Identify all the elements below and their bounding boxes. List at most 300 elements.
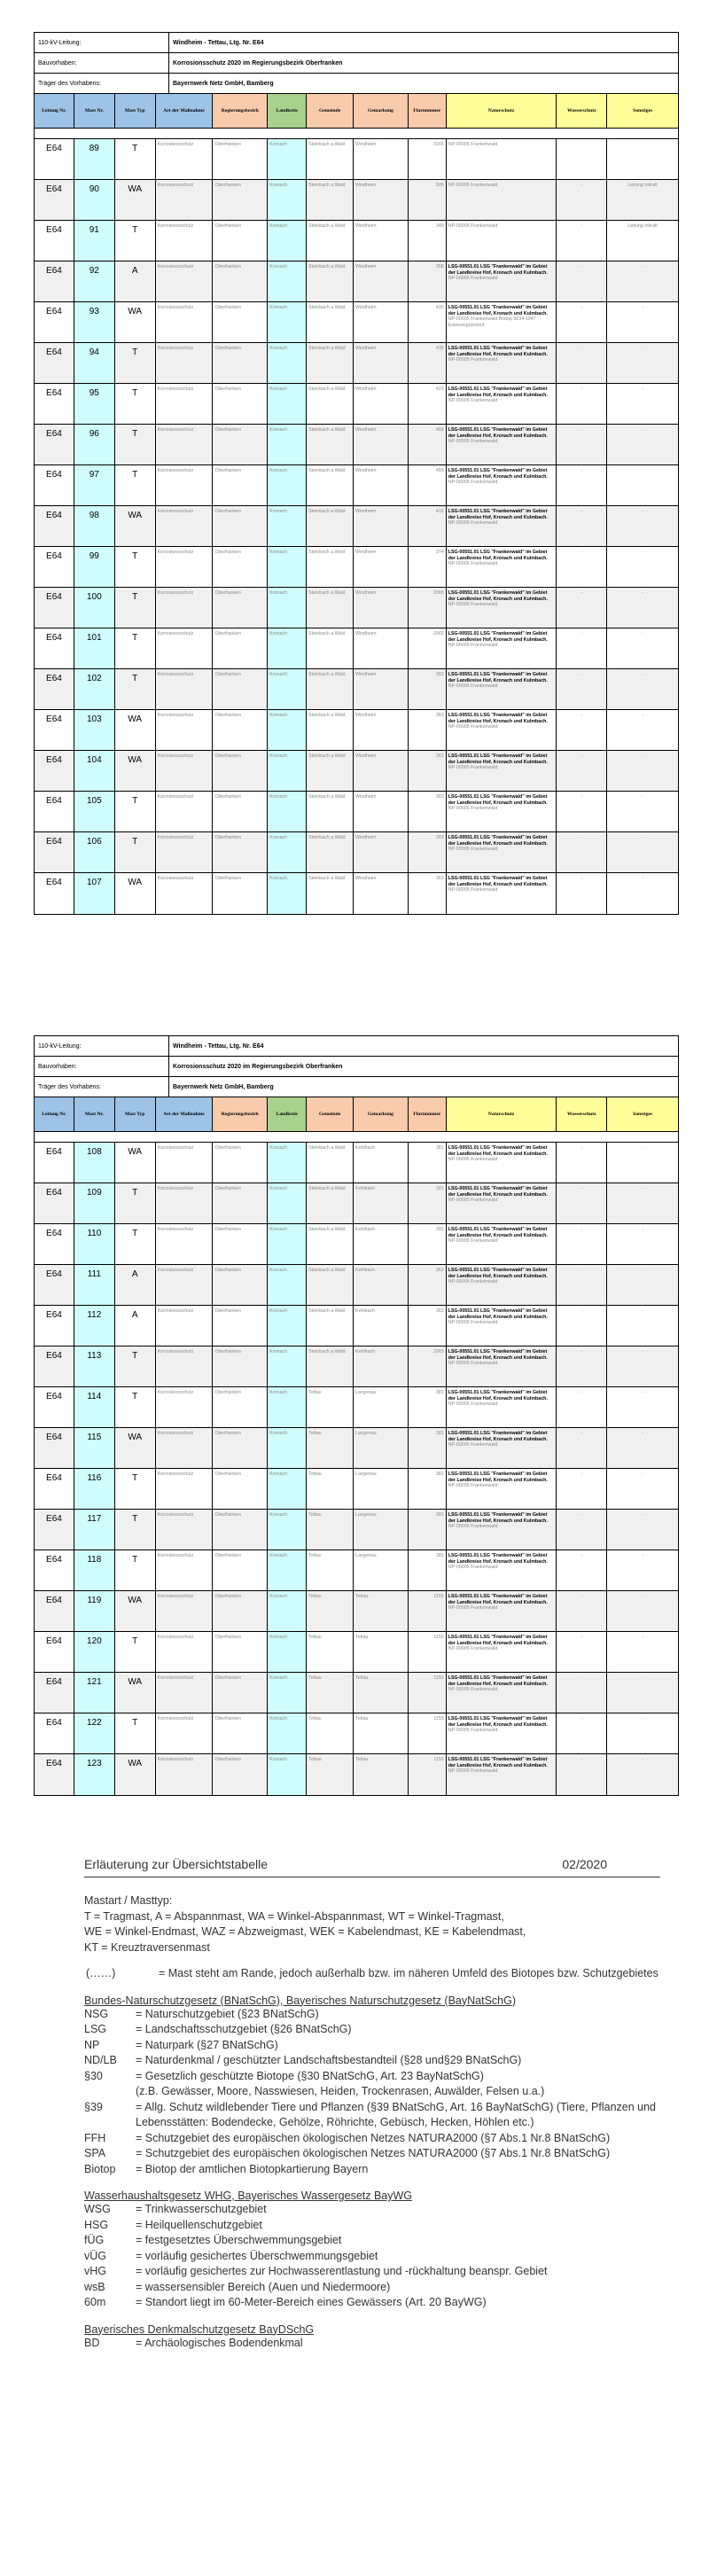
leitung-cell: E64 [35,384,74,424]
leitung-cell: E64 [35,1224,74,1264]
nature-protection-text: NP-00005 Frankenwald [448,1198,498,1204]
nature-protection-bold: LSG-00551.01 LSG "Frankenwald" im Gebiet der Landkreise Hof, Kronach und Kulmbach. [448,1594,548,1605]
district-cell: Oberfranken [213,628,268,668]
parcel-cell: 468 [409,425,447,464]
gemarkung-cell: Tettau [354,1754,409,1795]
nature-protection-text: NP-00005 Frankenwald [448,1605,498,1612]
column-header: Gemeinde [307,94,354,128]
nature-protection-bold: LSG-00551.01 LSG "Frankenwald" im Gebiet der Landkreise Hof, Kronach und Kulmbach. [448,1471,548,1483]
bnat-abbrev: FFH [84,2131,106,2144]
whg-entry [84,2202,660,2218]
municipality-cell: Tettau [307,1550,354,1590]
county-cell: Kronach [268,628,307,668]
leitung-cell: E64 [35,669,74,709]
table-sheet-1 [34,32,679,915]
mast-type-cell: A [115,262,156,301]
header-line-label: 110-kV-Leitung: [35,1036,169,1056]
leitung-cell: E64 [35,465,74,505]
bnat-definition: = Gesetzlich geschützte Biotope (§30 BNatSchG, Art. 23 BayNatSchG) [136,2069,484,2082]
mast-number-cell: 116 [74,1469,115,1509]
parcel-cell: 374 [409,547,447,587]
bnat-entry [84,2100,660,2131]
municipality-cell: Tettau [307,1428,354,1468]
bracket-text: = Mast steht am Rande, jedoch außerhalb bzw. im näheren Umfeld des Biotopes bzw. Schutzgebietes [159,1967,658,1979]
column-header: Naturschutz [447,1097,557,1131]
nature-protection-text: NP-00005 Frankenwald [448,1524,498,1530]
header-owner-row [35,1077,678,1097]
mast-type-cell: WA [115,751,156,791]
county-cell: Kronach [268,465,307,505]
mast-number-cell: 90 [74,180,115,220]
whg-definition: = Trinkwasserschutzgebiet [136,2203,267,2215]
bnat-definition: = Schutzgebiet des europäischen ökologischen Netzes NATURA2000 (§7 Abs.1 Nr.8 BNatSchG) [136,2147,611,2159]
municipality-cell: Steinbach a.Wald [307,262,354,301]
whg-abbrev: vHG [84,2265,106,2277]
parcel-cell: 1155 [409,1673,447,1713]
table-row [35,1591,678,1632]
other-cell: - [607,1510,678,1550]
measure-cell: Korrosionsschutz [156,139,214,179]
column-header: Gemarkung [354,1097,409,1131]
leitung-cell: E64 [35,302,74,342]
nature-cell [447,1347,557,1386]
table-row [35,1754,678,1795]
mast-type-cell: T [115,139,156,179]
leitung-cell: E64 [35,221,74,261]
header-project-value: Korrosionsschutz 2020 im Regierungsbezirk Oberfranken [173,59,343,66]
table-row [35,1550,678,1591]
municipality-cell: Tettau [307,1387,354,1427]
nature-protection-text: NP-00005 Frankenwald [448,806,498,812]
nature-cell [447,1387,557,1427]
district-cell: Oberfranken [213,669,268,709]
bracket-key: (……) [86,1967,116,1979]
mast-type-cell: T [115,1550,156,1590]
parcel-cell: 2065 [409,628,447,668]
table-row [35,873,678,914]
district-cell: Oberfranken [213,506,268,546]
other-cell: - [642,305,643,310]
nature-cell [447,1265,557,1305]
leitung-cell: E64 [35,343,74,383]
column-header: Wasserschutz [557,1097,607,1131]
parcel-cell: 435 [409,343,447,383]
column-header: Leitung Nr. [35,94,74,128]
municipality-cell: Steinbach a.Wald [307,1143,354,1183]
bracket-note [84,1966,660,1982]
mast-type-cell: T [115,465,156,505]
parcel-cell: 381 [409,1510,447,1550]
municipality-cell: Steinbach a.Wald [307,669,354,709]
nature-protection-bold: LSG-00551.01 LSG "Frankenwald" im Gebiet der Landkreise Hof, Kronach und Kulmbach. [448,590,548,602]
whg-definition: = wassersensibler Bereich (Auen und Niedermoore) [136,2280,391,2293]
water-cell: - [557,710,607,750]
table-row [35,302,678,343]
nature-protection-text: NP-00005 Frankenwald [448,520,498,527]
county-cell: Kronach [268,139,307,179]
whg-abbrev: 60m [84,2296,106,2308]
municipality-cell: Steinbach a.Wald [307,792,354,831]
municipality-cell: Steinbach a.Wald [307,1306,354,1346]
other-cell: - [642,1553,643,1558]
other-cell: - [607,425,678,464]
nature-protection-bold: LSG-00551.01 LSG "Frankenwald" im Gebiet der Landkreise Hof, Kronach und Kulmbach. [448,1675,548,1687]
nature-protection-text: NP-00005 Frankenwald [448,683,498,690]
nature-protection-text: NP-00005 Frankenwald [448,1401,498,1408]
nature-cell [447,302,557,342]
nature-protection-text: NP-00005 Frankenwald [448,643,498,649]
mast-type-cell: T [115,343,156,383]
legend [84,1857,660,2351]
dschg-definition: = Archäologisches Bodendenkmal [136,2336,303,2349]
whg-abbrev: WSG [84,2203,111,2215]
mast-type-cell: T [115,832,156,872]
gemarkung-cell: Windheim [354,302,409,342]
table-row [35,1347,678,1387]
nature-cell [447,1754,557,1795]
other-cell: - [642,876,643,881]
district-cell: Oberfranken [213,1632,268,1672]
water-cell: - [557,669,607,709]
water-cell: - [557,873,607,914]
district-cell: Oberfranken [213,1591,268,1631]
nature-cell [447,832,557,872]
leitung-cell: E64 [35,1428,74,1468]
district-cell: Oberfranken [213,792,268,831]
county-cell: Kronach [268,1183,307,1223]
county-cell: Kronach [268,1550,307,1590]
mast-type-cell: T [115,669,156,709]
header-owner-row [35,74,678,94]
column-header: Landkreis [268,1097,307,1131]
table-row [35,832,678,873]
measure-cell: Korrosionsschutz [156,1510,214,1550]
table-row [35,1143,678,1183]
gemarkung-cell: Windheim [354,628,409,668]
water-cell: - [557,832,607,872]
parcel-cell: 381 [409,1550,447,1590]
bnat-abbrev: Biotop [84,2162,116,2175]
other-cell: - [607,1673,678,1713]
whg-heading: Wasserhaushaltsgesetz WHG, Bayerisches Wassergesetz BayWG [84,2190,413,2202]
mast-number-cell: 108 [74,1143,115,1183]
mast-number-cell: 122 [74,1713,115,1753]
gemarkung-cell: Windheim [354,588,409,628]
column-header: Regierungsbezirk [213,94,268,128]
whg-entry [84,2249,660,2265]
header-project-row [35,1057,678,1077]
gemarkung-cell: Tettau [354,1673,409,1713]
dschg-entry [84,2336,660,2352]
municipality-cell: Steinbach a.Wald [307,628,354,668]
gemarkung-cell: Kehlbach [354,1224,409,1264]
nature-cell [447,792,557,831]
nature-cell [447,588,557,628]
measure-cell: Korrosionsschutz [156,506,214,546]
leitung-cell: E64 [35,1347,74,1386]
parcel-cell: 2065 [409,1347,447,1386]
leitung-cell: E64 [35,1183,74,1223]
other-cell: - [642,1145,643,1151]
mast-type-cell: WA [115,506,156,546]
gemarkung-cell: Windheim [354,751,409,791]
masttyp-line: T = Tragmast, A = Abspannmast, WA = Winkel-Abspannmast, WT = Winkel-Tragmast, [84,1909,504,1923]
nature-cell [447,751,557,791]
table-row [35,1632,678,1673]
mast-type-cell: WA [115,710,156,750]
gemarkung-cell: Kehlbach [354,1347,409,1386]
nature-protection-bold: LSG-00551.01 LSG "Frankenwald" im Gebiet der Landkreise Hof, Kronach und Kulmbach. [448,1308,548,1320]
nature-protection-bold: LSG-00551.01 LSG "Frankenwald" im Gebiet der Landkreise Hof, Kronach und Kulmbach. [448,672,548,683]
mast-number-cell: 118 [74,1550,115,1590]
column-header: Leitung Nr. [35,1097,74,1131]
parcel-cell: 358 [409,262,447,301]
bnat-entry [84,2162,660,2178]
mast-type-cell: T [115,547,156,587]
table-row [35,669,678,710]
leitung-cell: E64 [35,1143,74,1183]
other-cell: Leitung Inkraft [607,180,678,220]
mast-number-cell: 91 [74,221,115,261]
whg-entry [84,2264,660,2280]
nature-protection-text: NP-00005 Frankenwald [448,1483,498,1489]
legend-title-row [84,1857,660,1877]
nature-protection-text: NP-00005 Frankenwald [448,1279,498,1285]
district-cell: Oberfranken [213,1306,268,1346]
district-cell: Oberfranken [213,1428,268,1468]
gemarkung-cell: Kehlbach [354,1306,409,1346]
parcel-cell: 1155 [409,1632,447,1672]
mast-number-cell: 99 [74,547,115,587]
mast-number-cell: 92 [74,262,115,301]
nature-cell [447,221,557,261]
other-cell: - [642,386,643,392]
water-cell [557,139,607,179]
district-cell: Oberfranken [213,1510,268,1550]
parcel-cell: 381 [409,1183,447,1223]
mast-number-cell: 113 [74,1347,115,1386]
nature-protection-text: NP-00005 Frankenwald [448,1442,498,1448]
county-cell: Kronach [268,180,307,220]
nature-cell [447,1632,557,1672]
column-header: Gemarkung [354,94,409,128]
nature-protection-bold: LSG-00551.01 LSG "Frankenwald" im Gebiet der Landkreise Hof, Kronach und Kulmbach. [448,1186,548,1198]
district-cell: Oberfranken [213,302,268,342]
county-cell: Kronach [268,547,307,587]
water-cell: - [557,1265,607,1305]
parcel-cell: 381 [409,1428,447,1468]
mast-number-cell: 103 [74,710,115,750]
water-cell: - [557,1387,607,1427]
header-project-row [35,53,678,74]
nature-protection-text: NP-00005 Frankenwald [448,439,498,445]
gemarkung-cell: Tettau [354,1591,409,1631]
measure-cell: Korrosionsschutz [156,1306,214,1346]
whg-entry [84,2280,660,2296]
district-cell: Oberfranken [213,221,268,261]
leitung-cell: E64 [35,1469,74,1509]
county-cell: Kronach [268,1632,307,1672]
other-cell: - [642,713,643,718]
county-cell: Kronach [268,506,307,546]
nature-protection-text: NP-00005 Frankenwald [448,398,498,404]
mast-number-cell: 111 [74,1265,115,1305]
mast-type-cell: WA [115,1673,156,1713]
measure-cell: Korrosionsschutz [156,180,214,220]
bnat-definition: = Schutzgebiet des europäischen ökologischen Netzes NATURA2000 (§7 Abs.1 Nr.8 BNatSchG) [136,2131,611,2144]
nature-protection-bold: LSG-00551.01 LSG "Frankenwald" im Gebiet der Landkreise Hof, Kronach und Kulmbach. [448,1512,548,1524]
nature-protection-bold: LSG-00551.01 LSG "Frankenwald" im Gebiet der Landkreise Hof, Kronach und Kulmbach. [448,1390,548,1401]
measure-cell: Korrosionsschutz [156,710,214,750]
whg-definition: = Standort liegt im 60-Meter-Bereich eines Gewässers (Art. 20 BayWG) [136,2296,487,2308]
table-row [35,1510,678,1550]
nature-protection-bold: LSG-00551.01 LSG "Frankenwald" im Gebiet der Landkreise Hof, Kronach und Kulmbach. [448,468,548,480]
masttyp-line: WE = Winkel-Endmast, WAZ = Abzweigmast, WEK = Kabelendmast, KE = Kabelendmast, [84,1925,526,1938]
parcel-cell: 416 [409,506,447,546]
county-cell: Kronach [268,588,307,628]
measure-cell: Korrosionsschutz [156,1591,214,1631]
parcel-cell: 423 [409,384,447,424]
mast-number-cell: 115 [74,1428,115,1468]
water-cell: - [557,506,607,546]
mast-number-cell: 98 [74,506,115,546]
nature-protection-bold: LSG-00551.01 LSG "Frankenwald" im Gebiet der Landkreise Hof, Kronach und Kulmbach. [448,509,548,520]
whg-abbrev: HSG [84,2218,109,2231]
mast-type-cell: T [115,792,156,831]
table-row [35,139,678,180]
dschg-abbrev: BD [84,2336,100,2349]
leitung-cell: E64 [35,832,74,872]
header-owner-label: Träger des Vorhabens: [35,1077,169,1097]
county-cell: Kronach [268,384,307,424]
nature-protection-text: NP-00005 Frankenwald [448,765,498,771]
gemarkung-cell: Windheim [354,710,409,750]
district-cell: Oberfranken [213,1673,268,1713]
water-cell: - [557,425,607,464]
gemarkung-cell: Windheim [354,506,409,546]
measure-cell: Korrosionsschutz [156,1469,214,1509]
mast-number-cell: 114 [74,1387,115,1427]
other-cell: - [607,1347,678,1386]
municipality-cell: Steinbach a.Wald [307,1224,354,1264]
other-cell: - [607,506,678,546]
nature-protection-text: NP-00005 Frankenwald [448,1320,498,1326]
mast-number-cell: 121 [74,1673,115,1713]
header-line-label: 110-kV-Leitung: [35,33,169,52]
municipality-cell: Steinbach a.Wald [307,1347,354,1386]
district-cell: Oberfranken [213,262,268,301]
district-cell: Oberfranken [213,343,268,383]
parcel-cell: 363 [409,1306,447,1346]
leitung-cell: E64 [35,1550,74,1590]
other-cell: - [642,1227,643,1232]
header-spacer [35,1132,678,1143]
measure-cell: Korrosionsschutz [156,1265,214,1305]
nature-protection-bold: LSG-00551.01 LSG "Frankenwald" im Gebiet der Landkreise Hof, Kronach und Kulmbach. [448,1349,548,1361]
other-cell: - [607,1428,678,1468]
leitung-cell: E64 [35,1510,74,1550]
bnat-abbrev: SPA [84,2147,106,2159]
nature-cell [447,1224,557,1264]
mast-type-cell: T [115,1469,156,1509]
municipality-cell: Steinbach a.Wald [307,751,354,791]
nature-cell [447,669,557,709]
parcel-cell: 1155 [409,1754,447,1795]
mast-number-cell: 112 [74,1306,115,1346]
column-header: Wasserschutz [557,94,607,128]
water-cell: - [557,792,607,831]
whg-entry [84,2295,660,2311]
water-cell: - [557,1550,607,1590]
nature-cell [447,1143,557,1183]
water-cell: - [557,1143,607,1183]
municipality-cell: Steinbach a.Wald [307,384,354,424]
measure-cell: Korrosionsschutz [156,1550,214,1590]
mast-number-cell: 109 [74,1183,115,1223]
water-cell: - [557,262,607,301]
mast-number-cell: 96 [74,425,115,464]
table-row [35,628,678,669]
column-header: Art der Maßnahme [156,94,214,128]
mast-type-cell: T [115,425,156,464]
column-header: Sonstiges [607,94,678,128]
municipality-cell: Steinbach a.Wald [307,465,354,505]
parcel-cell: 363 [409,751,447,791]
nature-protection-text: NP-00005 Frankenwald [448,1238,498,1245]
parcel-cell: 363 [409,710,447,750]
gemarkung-cell: Windheim [354,180,409,220]
measure-cell: Korrosionsschutz [156,262,214,301]
mast-number-cell: 94 [74,343,115,383]
mast-type-cell: WA [115,1428,156,1468]
header-project-value: Korrosionsschutz 2020 im Regierungsbezirk Oberfranken [173,1063,343,1070]
county-cell: Kronach [268,1469,307,1509]
other-cell: - [607,262,678,301]
nature-cell [447,425,557,464]
water-cell: - [557,180,607,220]
measure-cell: Korrosionsschutz [156,873,214,914]
measure-cell: Korrosionsschutz [156,1713,214,1753]
county-cell: Kronach [268,669,307,709]
county-cell: Kronach [268,425,307,464]
header-line-row [35,33,678,53]
bnat-entry [84,2038,660,2054]
bnat-definition: = Biotop der amtlichen Biotopkartierung Bayern [136,2162,369,2175]
district-cell: Oberfranken [213,1183,268,1223]
county-cell: Kronach [268,792,307,831]
other-cell: - [607,751,678,791]
nature-cell [447,506,557,546]
nature-protection-bold: LSG-00551.01 LSG "Frankenwald" im Gebiet der Landkreise Hof, Kronach und Kulmbach. [448,835,548,847]
bnat-abbrev: ND/LB [84,2054,117,2066]
nature-protection-bold: LSG-00551.01 LSG "Frankenwald" im Gebiet der Landkreise Hof, Kronach und Kulmbach. [448,1227,548,1238]
county-cell: Kronach [268,832,307,872]
parcel-cell: 363 [409,1265,447,1305]
district-cell: Oberfranken [213,384,268,424]
bnat-entry [84,2069,660,2085]
mast-number-cell: 101 [74,628,115,668]
bnat-abbrev: §30 [84,2069,103,2082]
nature-cell [447,262,557,301]
nature-cell [447,384,557,424]
district-cell: Oberfranken [213,832,268,872]
nature-protection-text: NP-00005 Frankenwald [448,1687,498,1693]
mast-type-cell: WA [115,1754,156,1795]
nature-protection-text: NP-00005 Frankenwald [448,1768,498,1775]
nature-protection-bold: LSG-00551.01 LSG "Frankenwald" im Gebiet der Landkreise Hof, Kronach und Kulmbach. [448,550,548,561]
other-cell: - [642,1308,643,1314]
water-cell: - [557,1632,607,1672]
